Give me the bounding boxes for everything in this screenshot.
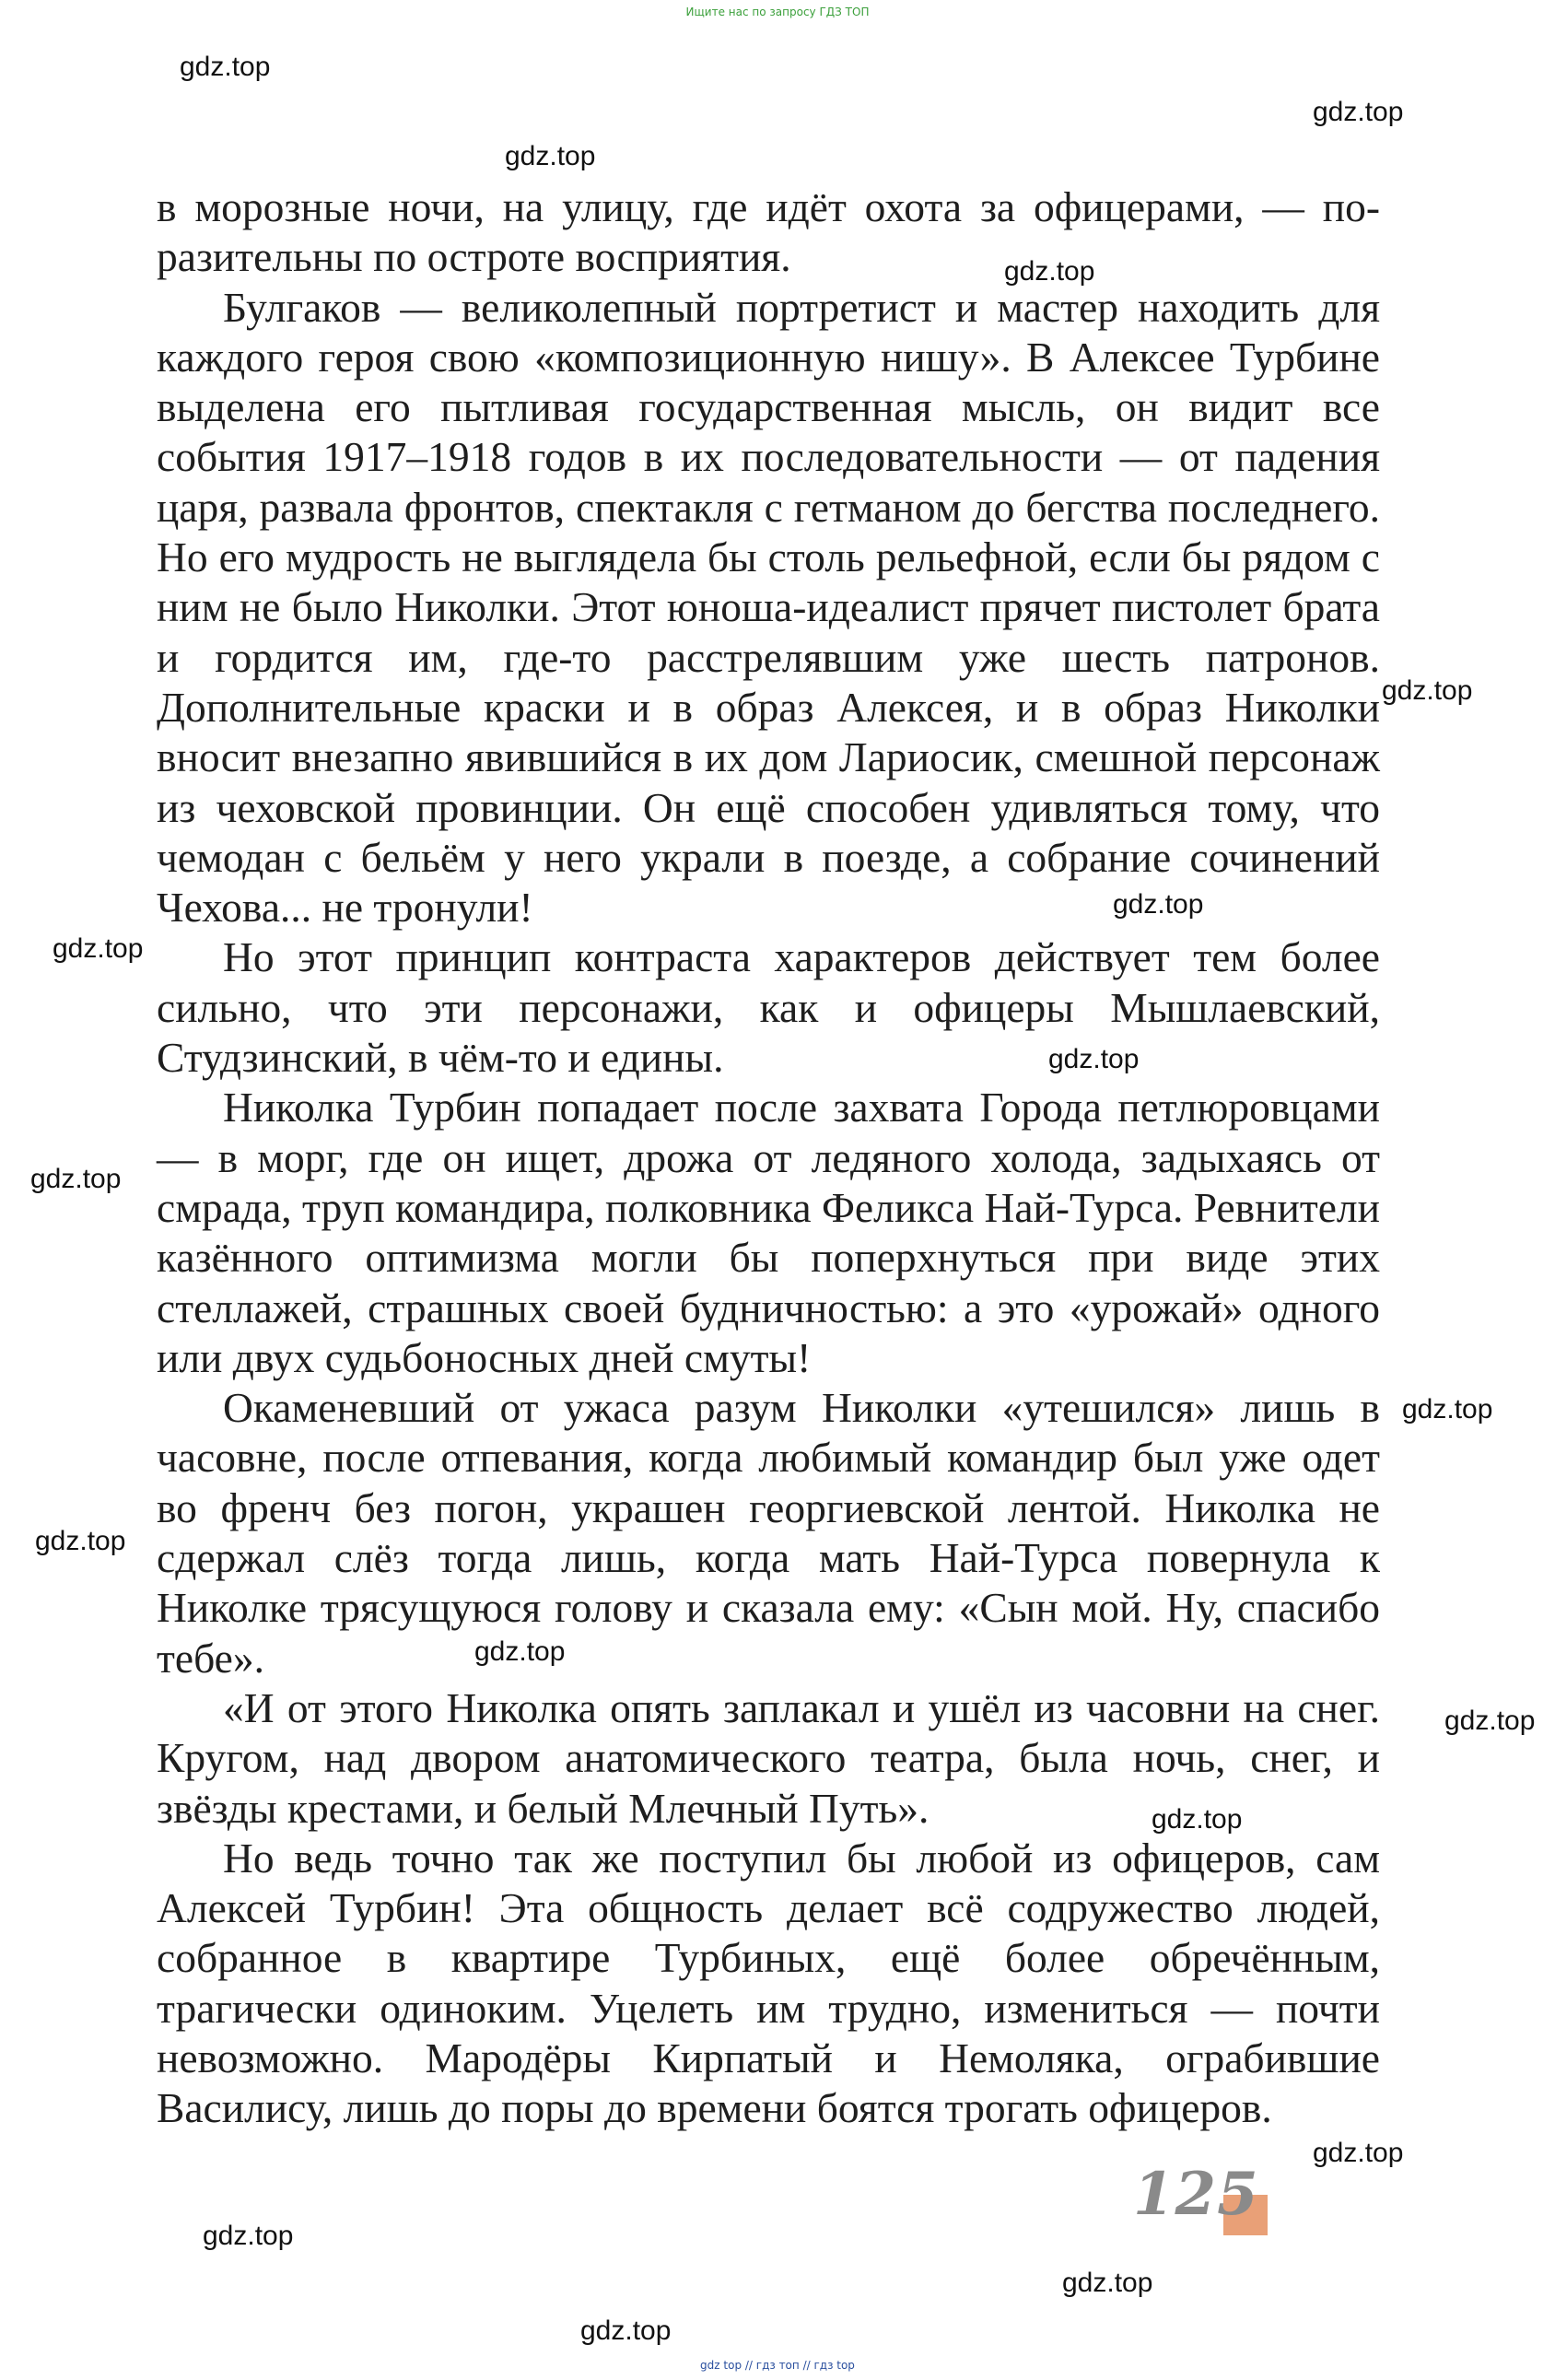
watermark: gdz.top: [35, 1526, 126, 1556]
top-search-hint: Ищите нас по запросу ГДЗ ТОП: [685, 6, 870, 18]
watermark: gdz.top: [203, 2221, 294, 2251]
paragraph-2: Булгаков — великолепный портретист и мастер находить для каждого героя свою «композиционную нишу». В Алексее Турбине выделена его пытливая государственная мысль, он видит все события 1917–1918 годов в их последовательности — от падения царя, развала фронтов, спектакля с гетманом до бегства последнего. Но его мудрость не выглядела бы столь рельефной, если бы рядом с ним не было Николки. Этот юноша-идеалист прячет пистолет брата и гордится им, где-то расстрелявшим уже шесть патронов. Дополнительные краски и в образ Алексея, и в образ Николки вносит внезапно явившийся в их дом Лариосик, смешной персонаж из чеховской провинции. Он ещё способен удивляться тому, что чемодан с бельём у него украли в поезде, а собрание сочинений Чехова... не тронули!: [157, 283, 1380, 932]
paragraph-5: Окаменевший от ужаса разум Николки «утешился» лишь в часовне, после отпевания, когда любимый командир был уже одет во френч без погон, украшен георгиевской лентой. Николка не сдержал слёз тогда лишь, когда мать Най-Турса повернула к Николке трясущуюся голову и сказала ему: «Сын мой. Ну, спасибо тебе».: [157, 1384, 1380, 1682]
paragraph-1: в морозные ночи, на улицу, где идёт охота за офицерами, — поразительны по остроте восприятия.: [157, 183, 1380, 281]
watermark: gdz.top: [53, 933, 144, 964]
page-number: 125: [1133, 2160, 1259, 2229]
watermark: gdz.top: [1004, 256, 1095, 287]
paragraph-7: Но ведь точно так же поступил бы любой из офицеров, сам Алексей Турбин! Эта общность делает всё содружество людей, собранное в квартире Турбиных, ещё более обречённым, трагически одиноким. Уцелеть им трудно, измениться — почти невозможно. Мародёры Кирпатый и Немоляка, ограбившие Василису, лишь до поры до времени боятся трогать офицеров.: [157, 1834, 1380, 2132]
watermark: gdz.top: [1382, 675, 1473, 706]
watermark: gdz.top: [1313, 2138, 1404, 2168]
watermark: gdz.top: [1444, 1706, 1536, 1736]
paragraph-6: «И от этого Николка опять заплакал и ушёл из часовни на снег. Кругом, над двором анатомического театра, была ночь, снег, и звёзды крестами, и белый Млечный Путь».: [157, 1683, 1380, 1832]
paragraph-4: Николка Турбин попадает после захвата Города петлюровцами — в морг, где он ищет, дрожа от ледяного холода, задыхаясь от смрада, труп командира, полковника Феликса Най-Турса. Ревнители казённого оптимизма могли бы поперхнуться при виде этих стеллажей, страшных своей будничностью: а это «урожай» одного или двух судьбоносных дней смуты!: [157, 1084, 1380, 1381]
watermark: gdz.top: [1113, 889, 1204, 920]
watermark: gdz.top: [1048, 1044, 1140, 1074]
watermark: gdz.top: [580, 2316, 672, 2346]
bottom-hint: gdz top // гдз топ // гдз top: [700, 2359, 855, 2372]
watermark: gdz.top: [1062, 2268, 1153, 2298]
paragraph-3: Но этот принцип контраста характеров действует тем более сильно, что эти персонажи, как и офицеры Мышлаевский, Студзинский, в чём-то и едины.: [157, 933, 1380, 1082]
body-text: [157, 182, 1380, 2134]
watermark: gdz.top: [505, 141, 596, 171]
watermark: gdz.top: [1402, 1394, 1493, 1424]
watermark: gdz.top: [180, 52, 271, 82]
watermark: gdz.top: [474, 1636, 566, 1667]
watermark: gdz.top: [30, 1164, 122, 1194]
watermark: gdz.top: [1313, 97, 1404, 127]
watermark: gdz.top: [1152, 1804, 1243, 1835]
